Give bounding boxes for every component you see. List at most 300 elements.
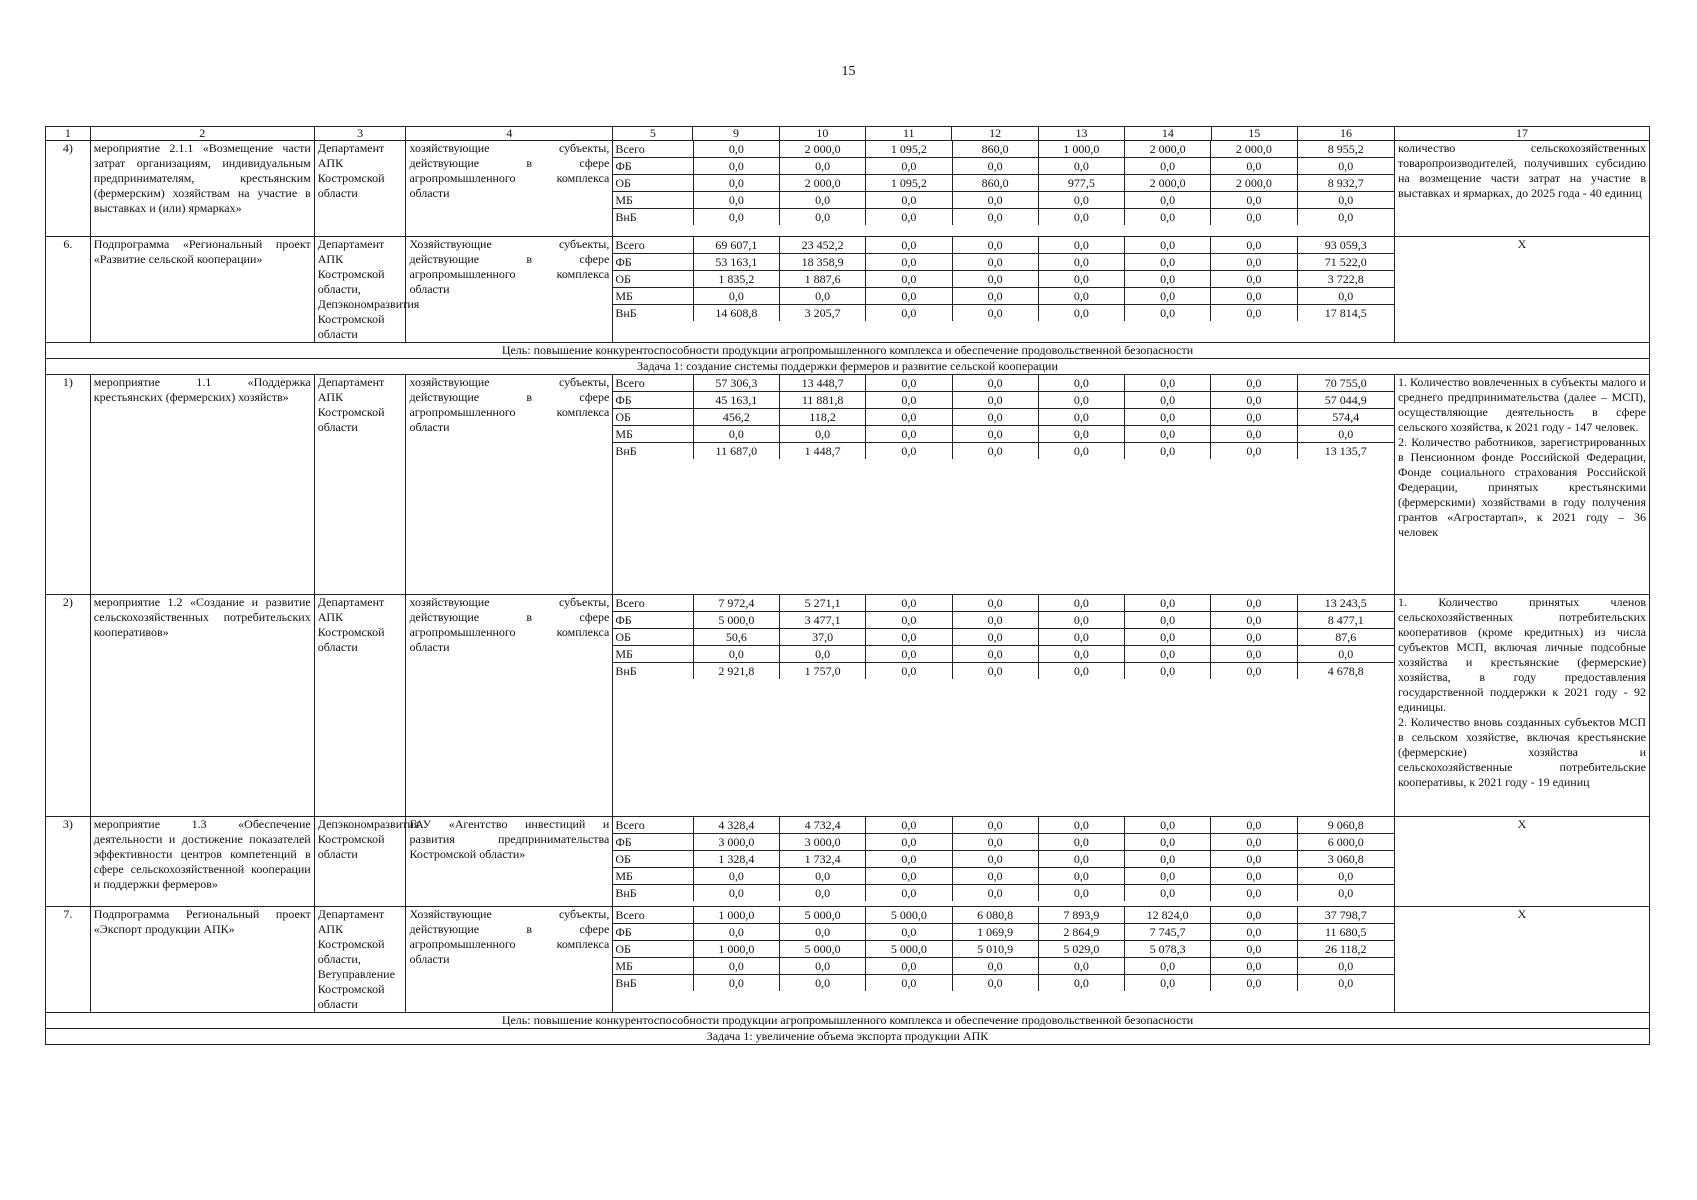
funding-value: 3 060,8 <box>1297 851 1394 868</box>
funding-value: 0,0 <box>693 868 779 885</box>
funding-value: 0,0 <box>1211 885 1297 902</box>
funding-value: 0,0 <box>1125 868 1211 885</box>
funding-value: 0,0 <box>1125 305 1211 322</box>
header-cell: 11 <box>866 127 952 141</box>
funding-value: 0,0 <box>1038 868 1124 885</box>
funding-value: 0,0 <box>1038 443 1124 460</box>
expected-result: 1. Количество принятых членов сельскохозяйственных потребительских кооперативов (кроме кредитных) из числа субъектов МСП, включая личные подсобные хозяйства и крестьянские (фермерские) хозяйства, в году предоставления государственной поддержки к 2021 году - 92 единицы. 2. Количество вновь созданных субъектов МСП в сельском хозяйстве, включая крестьянские (фермерские) хозяйства и сельскохозяйственные потребительские кооперативы, к 2021 году - 19 единиц <box>1394 595 1649 817</box>
funding-value: 0,0 <box>866 817 952 834</box>
financing-table <box>613 907 1394 991</box>
funding-value: 0,0 <box>866 851 952 868</box>
funding-value: 0,0 <box>1211 392 1297 409</box>
funding-value: 574,4 <box>1297 409 1394 426</box>
expected-result: Х <box>1394 237 1649 343</box>
financing-row <box>613 646 1394 663</box>
financing-row <box>613 595 1394 612</box>
funding-value: 0,0 <box>866 209 952 226</box>
funding-source: МБ <box>613 958 693 975</box>
funding-value: 71 522,0 <box>1297 254 1394 271</box>
funding-value: 6 080,8 <box>952 907 1038 924</box>
financing-row <box>613 958 1394 975</box>
activity-name: мероприятие 1.2 «Создание и развитие сельскохозяйственных потребительских кооперативов» <box>90 595 314 817</box>
financing-row <box>613 629 1394 646</box>
row-number: 6. <box>46 237 91 343</box>
funding-value: 0,0 <box>866 426 952 443</box>
funding-value: 0,0 <box>779 288 865 305</box>
funding-value: 0,0 <box>866 629 952 646</box>
funding-value: 0,0 <box>1038 958 1124 975</box>
section-row <box>46 1029 1650 1045</box>
funding-source: ОБ <box>613 271 693 288</box>
funding-value: 0,0 <box>1125 409 1211 426</box>
financing-row <box>613 941 1394 958</box>
header-cell: 1 <box>46 127 91 141</box>
expected-result: количество сельскохозяйственных товаропроизводителей, получивших субсидию на возмещение части затрат на участие в выставках и ярмарках, до 2025 года - 40 единиц <box>1394 141 1649 237</box>
funding-value: 0,0 <box>1038 254 1124 271</box>
funding-value: 57 044,9 <box>1297 392 1394 409</box>
funding-value: 0,0 <box>1211 192 1297 209</box>
funding-value: 0,0 <box>1038 663 1124 680</box>
funding-value: 0,0 <box>1211 271 1297 288</box>
funding-value: 0,0 <box>1338 976 1354 990</box>
funding-value: 0,0 <box>866 975 952 992</box>
funding-value: 456,2 <box>693 409 779 426</box>
financing-row <box>613 924 1394 941</box>
funding-value: 0,0 <box>693 209 779 226</box>
funding-value: 0,0 <box>1211 663 1297 680</box>
funding-value: 0,0 <box>1038 305 1124 322</box>
funding-source: ФБ <box>613 924 693 941</box>
funding-source: ФБ <box>613 158 693 175</box>
funding-value: 1 000,0 <box>1038 141 1124 158</box>
financing-table <box>613 237 1394 321</box>
header-row <box>46 127 1650 141</box>
funding-value: 3 722,8 <box>1297 271 1394 288</box>
funding-value: 3 477,1 <box>779 612 865 629</box>
funding-value: 0,0 <box>866 443 952 460</box>
header-cell: 14 <box>1125 127 1211 141</box>
funding-value: 0,0 <box>952 595 1038 612</box>
funding-value: 0,0 <box>1338 886 1354 900</box>
funding-value: 0,0 <box>866 237 952 254</box>
funding-value: 1 835,2 <box>693 271 779 288</box>
funding-value: 5 000,0 <box>779 907 865 924</box>
funding-value: 0,0 <box>952 663 1038 680</box>
table-row <box>46 595 1650 817</box>
funding-value: 0,0 <box>1125 426 1211 443</box>
section-heading: Цель: повышение конкурентоспособности продукции агропромышленного комплекса и обеспечение продовольственной безопасности <box>46 343 1650 359</box>
funding-value: 1 448,7 <box>779 443 865 460</box>
funding-value: 0,0 <box>952 271 1038 288</box>
funding-value: 0,0 <box>1125 646 1211 663</box>
financing-row <box>613 851 1394 868</box>
funding-value: 2 000,0 <box>1125 175 1211 192</box>
funding-value: 5 078,3 <box>1125 941 1211 958</box>
funding-value: 0,0 <box>1125 375 1211 392</box>
financing-row <box>613 271 1394 288</box>
funding-value: 0,0 <box>1038 375 1124 392</box>
header-cell: 4 <box>406 127 613 141</box>
funding-value: 0,0 <box>1211 288 1297 305</box>
funding-value: 0,0 <box>1211 375 1297 392</box>
funding-value: 0,0 <box>1211 158 1297 175</box>
funding-value: 0,0 <box>952 409 1038 426</box>
activity-name: Подпрограмма «Региональный проект «Развитие сельской кооперации» <box>90 237 314 343</box>
funding-source: ВнБ <box>613 209 693 226</box>
financing-row <box>613 158 1394 175</box>
table-row <box>46 237 1650 343</box>
funding-value: 0,0 <box>1038 975 1124 992</box>
funding-value: 26 118,2 <box>1297 941 1394 958</box>
financing-row <box>613 612 1394 629</box>
funding-value: 0,0 <box>1125 254 1211 271</box>
funding-value: 2 864,9 <box>1038 924 1124 941</box>
funding-value: 0,0 <box>693 958 779 975</box>
funding-value: 1 095,2 <box>866 175 952 192</box>
row-number: 2) <box>46 595 91 817</box>
funding-value: 0,0 <box>1125 288 1211 305</box>
funding-value: 13 243,5 <box>1297 595 1394 612</box>
funding-source: ФБ <box>613 834 693 851</box>
funding-value: 0,0 <box>1125 629 1211 646</box>
funding-value: 0,0 <box>866 288 952 305</box>
financing-row <box>613 305 1394 322</box>
funding-value: 4 732,4 <box>779 817 865 834</box>
funding-value: 0,0 <box>1038 426 1124 443</box>
executor: Департамент АПК Костромской области <box>314 141 406 237</box>
funding-source: Всего <box>613 375 693 392</box>
funding-value: 7 893,9 <box>1038 907 1124 924</box>
financing-row <box>613 975 1394 992</box>
funding-value: 0,0 <box>1038 612 1124 629</box>
funding-value: 0,0 <box>1038 629 1124 646</box>
funding-value: 6 000,0 <box>1297 834 1394 851</box>
funding-source: ОБ <box>613 629 693 646</box>
funding-value: 0,0 <box>952 375 1038 392</box>
funding-value: 0,0 <box>1125 975 1211 992</box>
executor: Департамент АПК Костромской области, Депэкономразвития Костромской области <box>314 237 406 343</box>
funding-value: 1 000,0 <box>693 907 779 924</box>
funding-value: 4 328,4 <box>693 817 779 834</box>
funding-value: 5 029,0 <box>1038 941 1124 958</box>
funding-value: 0,0 <box>1211 834 1297 851</box>
funding-value: 0,0 <box>866 646 952 663</box>
funding-value: 23 452,2 <box>779 237 865 254</box>
financing-row <box>613 868 1394 885</box>
financing-row <box>613 443 1394 460</box>
executor: Депэкономразвития Костромской области <box>314 817 406 907</box>
funding-value: 1 887,6 <box>779 271 865 288</box>
financing-row <box>613 192 1394 209</box>
row-number: 3) <box>46 817 91 907</box>
funding-value: 0,0 <box>1338 210 1354 224</box>
funding-value: 9 060,8 <box>1297 817 1394 834</box>
funding-value: 0,0 <box>693 975 779 992</box>
funding-value: 0,0 <box>1038 646 1124 663</box>
financing-row <box>613 237 1394 254</box>
funding-value: 0,0 <box>779 192 865 209</box>
funding-value: 0,0 <box>952 868 1038 885</box>
financing-row <box>613 426 1394 443</box>
funding-value: 11 680,5 <box>1297 924 1394 941</box>
funding-value: 2 921,8 <box>693 663 779 680</box>
expected-result: Х <box>1394 907 1649 1013</box>
header-cell: 16 <box>1297 127 1394 141</box>
funding-value: 0,0 <box>1038 885 1124 902</box>
financing-row <box>613 392 1394 409</box>
financing-block <box>613 595 1395 817</box>
financing-row <box>613 254 1394 271</box>
header-cell: 12 <box>952 127 1038 141</box>
funding-value: 0,0 <box>1297 288 1394 305</box>
funding-value: 0,0 <box>779 885 865 902</box>
funding-value: 0,0 <box>779 868 865 885</box>
section-heading: Задача 1: увеличение объема экспорта продукции АПК <box>46 1029 1650 1045</box>
funding-value: 8 955,2 <box>1297 141 1394 158</box>
financing-row <box>613 907 1394 924</box>
funding-source: ВнБ <box>613 975 693 992</box>
funding-value: 0,0 <box>1125 237 1211 254</box>
participants: хозяйствующие субъекты, действующие в сфере агропромышленного комплекса области <box>406 595 613 817</box>
funding-value: 0,0 <box>693 924 779 941</box>
funding-value: 0,0 <box>693 288 779 305</box>
funding-value: 0,0 <box>693 426 779 443</box>
funding-value: 0,0 <box>952 646 1038 663</box>
financing-table <box>613 595 1394 679</box>
funding-value: 0,0 <box>1211 443 1297 460</box>
funding-value: 0,0 <box>866 834 952 851</box>
funding-value: 0,0 <box>1297 192 1394 209</box>
activity-name: Подпрограмма Региональный проект «Экспорт продукции АПК» <box>90 907 314 1013</box>
funding-value: 0,0 <box>779 426 865 443</box>
funding-value: 0,0 <box>952 392 1038 409</box>
funding-value: 0,0 <box>779 975 865 992</box>
funding-source: ОБ <box>613 851 693 868</box>
funding-value: 1 757,0 <box>779 663 865 680</box>
funding-value: 0,0 <box>779 158 865 175</box>
financing-table <box>613 141 1394 225</box>
funding-value: 0,0 <box>1211 868 1297 885</box>
expected-result: 1. Количество вовлеченных в субъекты малого и среднего предпринимательства (далее – МСП), осуществляющие деятельность в сфере сельского хозяйства, к 2021 году - 147 человек. 2. Количество работников, зарегистрированных в Пенсионном фонде Российской Федерации, Фонде социального страхования Российской Федерации, принятых крестьянскими (фермерскими) хозяйствами в году получения грантов «Агростартап», к 2021 году – 36 человек <box>1394 375 1649 595</box>
funding-value: 0,0 <box>952 629 1038 646</box>
funding-value: 0,0 <box>1125 851 1211 868</box>
financing-row <box>613 288 1394 305</box>
financing-block <box>613 237 1395 343</box>
funding-value: 5 271,1 <box>779 595 865 612</box>
expected-result: Х <box>1394 817 1649 907</box>
funding-value: 0,0 <box>1038 192 1124 209</box>
funding-value: 11 881,8 <box>779 392 865 409</box>
funding-source: МБ <box>613 192 693 209</box>
funding-source: ВнБ <box>613 663 693 680</box>
participants: Хозяйствующие субъекты, действующие в сфере агропромышленного комплекса области <box>406 907 613 1013</box>
funding-value: 2 000,0 <box>1211 141 1297 158</box>
funding-value: 0,0 <box>1125 271 1211 288</box>
funding-source: Всего <box>613 817 693 834</box>
funding-value: 0,0 <box>1125 958 1211 975</box>
funding-value: 0,0 <box>1038 209 1124 226</box>
funding-source: ВнБ <box>613 885 693 902</box>
funding-value: 0,0 <box>952 288 1038 305</box>
funding-value: 0,0 <box>693 192 779 209</box>
funding-value: 0,0 <box>952 612 1038 629</box>
financing-row <box>613 409 1394 426</box>
funding-value: 0,0 <box>779 209 865 226</box>
funding-value: 0,0 <box>779 646 865 663</box>
funding-value: 4 678,8 <box>1327 664 1364 678</box>
funding-value: 0,0 <box>693 158 779 175</box>
funding-value: 53 163,1 <box>693 254 779 271</box>
funding-value: 7 745,7 <box>1125 924 1211 941</box>
financing-row <box>613 209 1394 226</box>
participants: Хозяйствующие субъекты, действующие в сфере агропромышленного комплекса области <box>406 237 613 343</box>
funding-value: 0,0 <box>1038 237 1124 254</box>
funding-value: 0,0 <box>1125 817 1211 834</box>
funding-value: 3 000,0 <box>693 834 779 851</box>
funding-value: 0,0 <box>1211 209 1297 226</box>
funding-value: 0,0 <box>866 392 952 409</box>
funding-source: МБ <box>613 288 693 305</box>
funding-value: 0,0 <box>952 254 1038 271</box>
funding-value: 0,0 <box>952 834 1038 851</box>
funding-value: 0,0 <box>866 409 952 426</box>
funding-source: Всего <box>613 907 693 924</box>
funding-value: 0,0 <box>866 271 952 288</box>
row-number: 1) <box>46 375 91 595</box>
funding-value: 0,0 <box>952 851 1038 868</box>
table-row <box>46 817 1650 907</box>
section-heading: Цель: повышение конкурентоспособности продукции агропромышленного комплекса и обеспечение продовольственной безопасности <box>46 1013 1650 1029</box>
funding-value: 1 000,0 <box>693 941 779 958</box>
funding-value: 0,0 <box>779 958 865 975</box>
funding-value: 0,0 <box>1211 629 1297 646</box>
funding-source: Всего <box>613 595 693 612</box>
financing-block <box>613 375 1395 595</box>
funding-value: 0,0 <box>1125 192 1211 209</box>
funding-value: 860,0 <box>952 175 1038 192</box>
header-cell: 15 <box>1211 127 1297 141</box>
participants: хозяйствующие субъекты, действующие в сфере агропромышленного комплекса области <box>406 375 613 595</box>
funding-value: 0,0 <box>1125 158 1211 175</box>
funding-value: 0,0 <box>866 663 952 680</box>
funding-value: 0,0 <box>1211 305 1297 322</box>
funding-value: 1 069,9 <box>952 924 1038 941</box>
funding-value: 45 163,1 <box>693 392 779 409</box>
financing-row <box>613 175 1394 192</box>
funding-value: 70 755,0 <box>1297 375 1394 392</box>
funding-value: 0,0 <box>693 646 779 663</box>
funding-value: 0,0 <box>1211 958 1297 975</box>
header-cell: 17 <box>1394 127 1649 141</box>
funding-value: 0,0 <box>779 924 865 941</box>
funding-value: 93 059,3 <box>1297 237 1394 254</box>
funding-source: ОБ <box>613 941 693 958</box>
funding-value: 0,0 <box>952 443 1038 460</box>
funding-value: 0,0 <box>866 868 952 885</box>
funding-value: 0,0 <box>866 158 952 175</box>
funding-value: 5 000,0 <box>693 612 779 629</box>
funding-value: 0,0 <box>1211 646 1297 663</box>
funding-value: 0,0 <box>866 305 952 322</box>
participants: хозяйствующие субъекты, действующие в сфере агропромышленного комплекса области <box>406 141 613 237</box>
funding-value: 0,0 <box>693 141 779 158</box>
activity-name: мероприятие 1.3 «Обеспечение деятельности и достижение показателей эффективности центров компетенций в сфере сельскохозяйственной кооперации и поддержки фермеров» <box>90 817 314 907</box>
funding-value: 0,0 <box>1038 834 1124 851</box>
funding-value: 0,0 <box>1297 158 1394 175</box>
financing-block <box>613 907 1395 1013</box>
funding-value: 0,0 <box>1038 392 1124 409</box>
funding-value: 17 814,5 <box>1324 306 1367 320</box>
executor: Департамент АПК Костромской области <box>314 375 406 595</box>
funding-value: 18 358,9 <box>779 254 865 271</box>
funding-value: 0,0 <box>866 375 952 392</box>
funding-value: 0,0 <box>1297 646 1394 663</box>
funding-value: 0,0 <box>1038 409 1124 426</box>
section-row <box>46 343 1650 359</box>
funding-value: 0,0 <box>1125 834 1211 851</box>
funding-value: 0,0 <box>1038 851 1124 868</box>
funding-value: 5 000,0 <box>866 907 952 924</box>
financing-row <box>613 375 1394 392</box>
section-row <box>46 1013 1650 1029</box>
table-row <box>46 141 1650 237</box>
funding-value: 5 000,0 <box>866 941 952 958</box>
funding-value: 0,0 <box>866 254 952 271</box>
header-cell: 3 <box>314 127 406 141</box>
funding-value: 13 448,7 <box>779 375 865 392</box>
funding-value: 3 205,7 <box>779 305 865 322</box>
funding-value: 0,0 <box>1125 392 1211 409</box>
funding-value: 0,0 <box>1211 237 1297 254</box>
header-cell: 5 <box>613 127 693 141</box>
funding-value: 0,0 <box>952 426 1038 443</box>
header-cell: 13 <box>1038 127 1124 141</box>
funding-source: Всего <box>613 237 693 254</box>
funding-value: 11 687,0 <box>693 443 779 460</box>
funding-value: 0,0 <box>1125 885 1211 902</box>
funding-value: 69 607,1 <box>693 237 779 254</box>
funding-value: 2 000,0 <box>779 175 865 192</box>
funding-value: 0,0 <box>1211 817 1297 834</box>
funding-value: 2 000,0 <box>1125 141 1211 158</box>
activity-name: мероприятие 1.1 «Поддержка крестьянских (фермерских) хозяйств» <box>90 375 314 595</box>
funding-source: ФБ <box>613 392 693 409</box>
financing-row <box>613 885 1394 902</box>
funding-value: 0,0 <box>952 192 1038 209</box>
funding-value: 87,6 <box>1297 629 1394 646</box>
funding-value: 0,0 <box>866 595 952 612</box>
funding-value: 0,0 <box>1211 409 1297 426</box>
funding-value: 1 095,2 <box>866 141 952 158</box>
funding-value: 0,0 <box>1297 426 1394 443</box>
funding-value: 5 010,9 <box>952 941 1038 958</box>
funding-source: ОБ <box>613 409 693 426</box>
funding-value: 0,0 <box>1211 975 1297 992</box>
financing-table <box>613 817 1394 901</box>
funding-value: 1 328,4 <box>693 851 779 868</box>
funding-value: 0,0 <box>952 817 1038 834</box>
funding-value: 0,0 <box>1211 924 1297 941</box>
funding-value: 0,0 <box>1211 612 1297 629</box>
funding-value: 0,0 <box>866 885 952 902</box>
financing-block <box>613 141 1395 237</box>
funding-value: 0,0 <box>952 209 1038 226</box>
funding-value: 0,0 <box>1125 595 1211 612</box>
header-cell: 9 <box>693 127 779 141</box>
funding-value: 3 000,0 <box>779 834 865 851</box>
funding-value: 0,0 <box>952 958 1038 975</box>
funding-value: 2 000,0 <box>779 141 865 158</box>
